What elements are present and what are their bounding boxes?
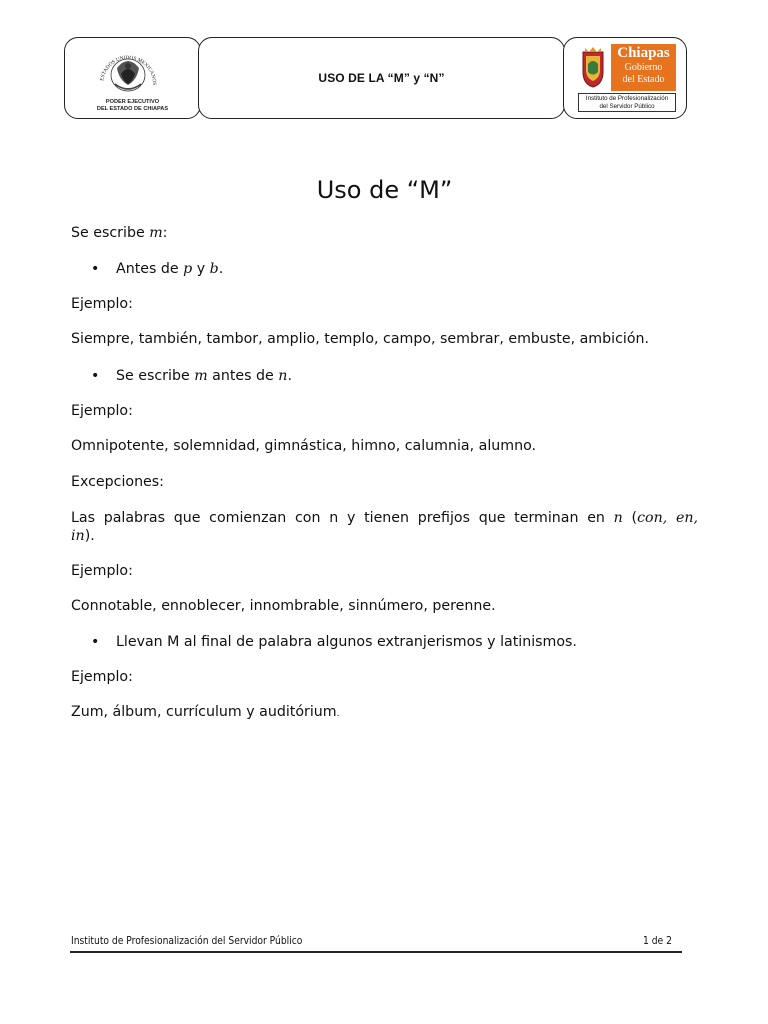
example-1: Siempre, también, tambor, amplio, templo, campo, sembrar, embuste, ambición. bbox=[71, 331, 649, 347]
example-label-3: Ejemplo: bbox=[71, 563, 133, 579]
institute-label-line-2: del Servidor Público bbox=[599, 102, 655, 110]
example-2: Omnipotente, solemnidad, gimnástica, himno, calumnia, alumno. bbox=[71, 438, 537, 454]
institute-label bbox=[578, 93, 676, 112]
header-left-logo-box bbox=[64, 37, 201, 119]
exceptions-line-1: Las palabras que comienzan con n y tienen prefijos que terminan en n (con, en, bbox=[71, 510, 698, 526]
coat-of-arms-seal-icon bbox=[95, 44, 161, 98]
exceptions-label: Excepciones: bbox=[71, 474, 164, 490]
example-3: Connotable, ennoblecer, innombrable, sinnúmero, perenne. bbox=[71, 598, 496, 614]
document-title: Uso de “M” bbox=[316, 176, 453, 204]
footer-institute: Instituto de Profesionalización del Servidor Público bbox=[71, 936, 303, 947]
header-title: USO DE LA “M” y “N” bbox=[318, 71, 445, 85]
footer-page-number: 1 de 2 bbox=[643, 936, 672, 947]
seal-caption-line-1: PODER EJECUTIVO bbox=[105, 99, 160, 105]
header-title-box bbox=[198, 37, 565, 119]
intro-paragraph: Se escribe m: bbox=[71, 225, 168, 241]
seal-caption bbox=[65, 99, 200, 113]
bullet-antes-de-p-y-b: • Antes de p y b. bbox=[91, 260, 223, 279]
bullet-m-antes-de-n: • Se escribe m antes de n. bbox=[91, 367, 292, 386]
chiapas-logo bbox=[578, 44, 676, 91]
example-label-4: Ejemplo: bbox=[71, 669, 133, 685]
seal-caption-line-2: DEL ESTADO DE CHIAPAS bbox=[96, 106, 169, 112]
chiapas-logo-line-1: Chiapas bbox=[617, 45, 670, 61]
exceptions-line-2: in). bbox=[71, 528, 95, 544]
seal-ring-text: ESTADOS UNIDOS MEXICANOS bbox=[99, 54, 158, 86]
example-label-2: Ejemplo: bbox=[71, 403, 133, 419]
example-label-1: Ejemplo: bbox=[71, 296, 133, 312]
institute-label-line-1: Instituto de Profesionalización bbox=[585, 95, 669, 102]
bullet-extranjerismos: • Llevan M al final de palabra algunos extranjerismos y latinismos. bbox=[91, 633, 577, 652]
chiapas-orange-badge bbox=[611, 44, 676, 91]
footer-divider bbox=[70, 951, 682, 953]
chiapas-logo-line-3: del Estado bbox=[622, 74, 665, 85]
header-right-logo-box bbox=[563, 37, 687, 119]
example-4: Zum, álbum, currículum y auditórium. bbox=[71, 704, 340, 720]
chiapas-logo-line-2: Gobierno bbox=[624, 62, 663, 73]
chiapas-shield-icon bbox=[580, 46, 606, 88]
